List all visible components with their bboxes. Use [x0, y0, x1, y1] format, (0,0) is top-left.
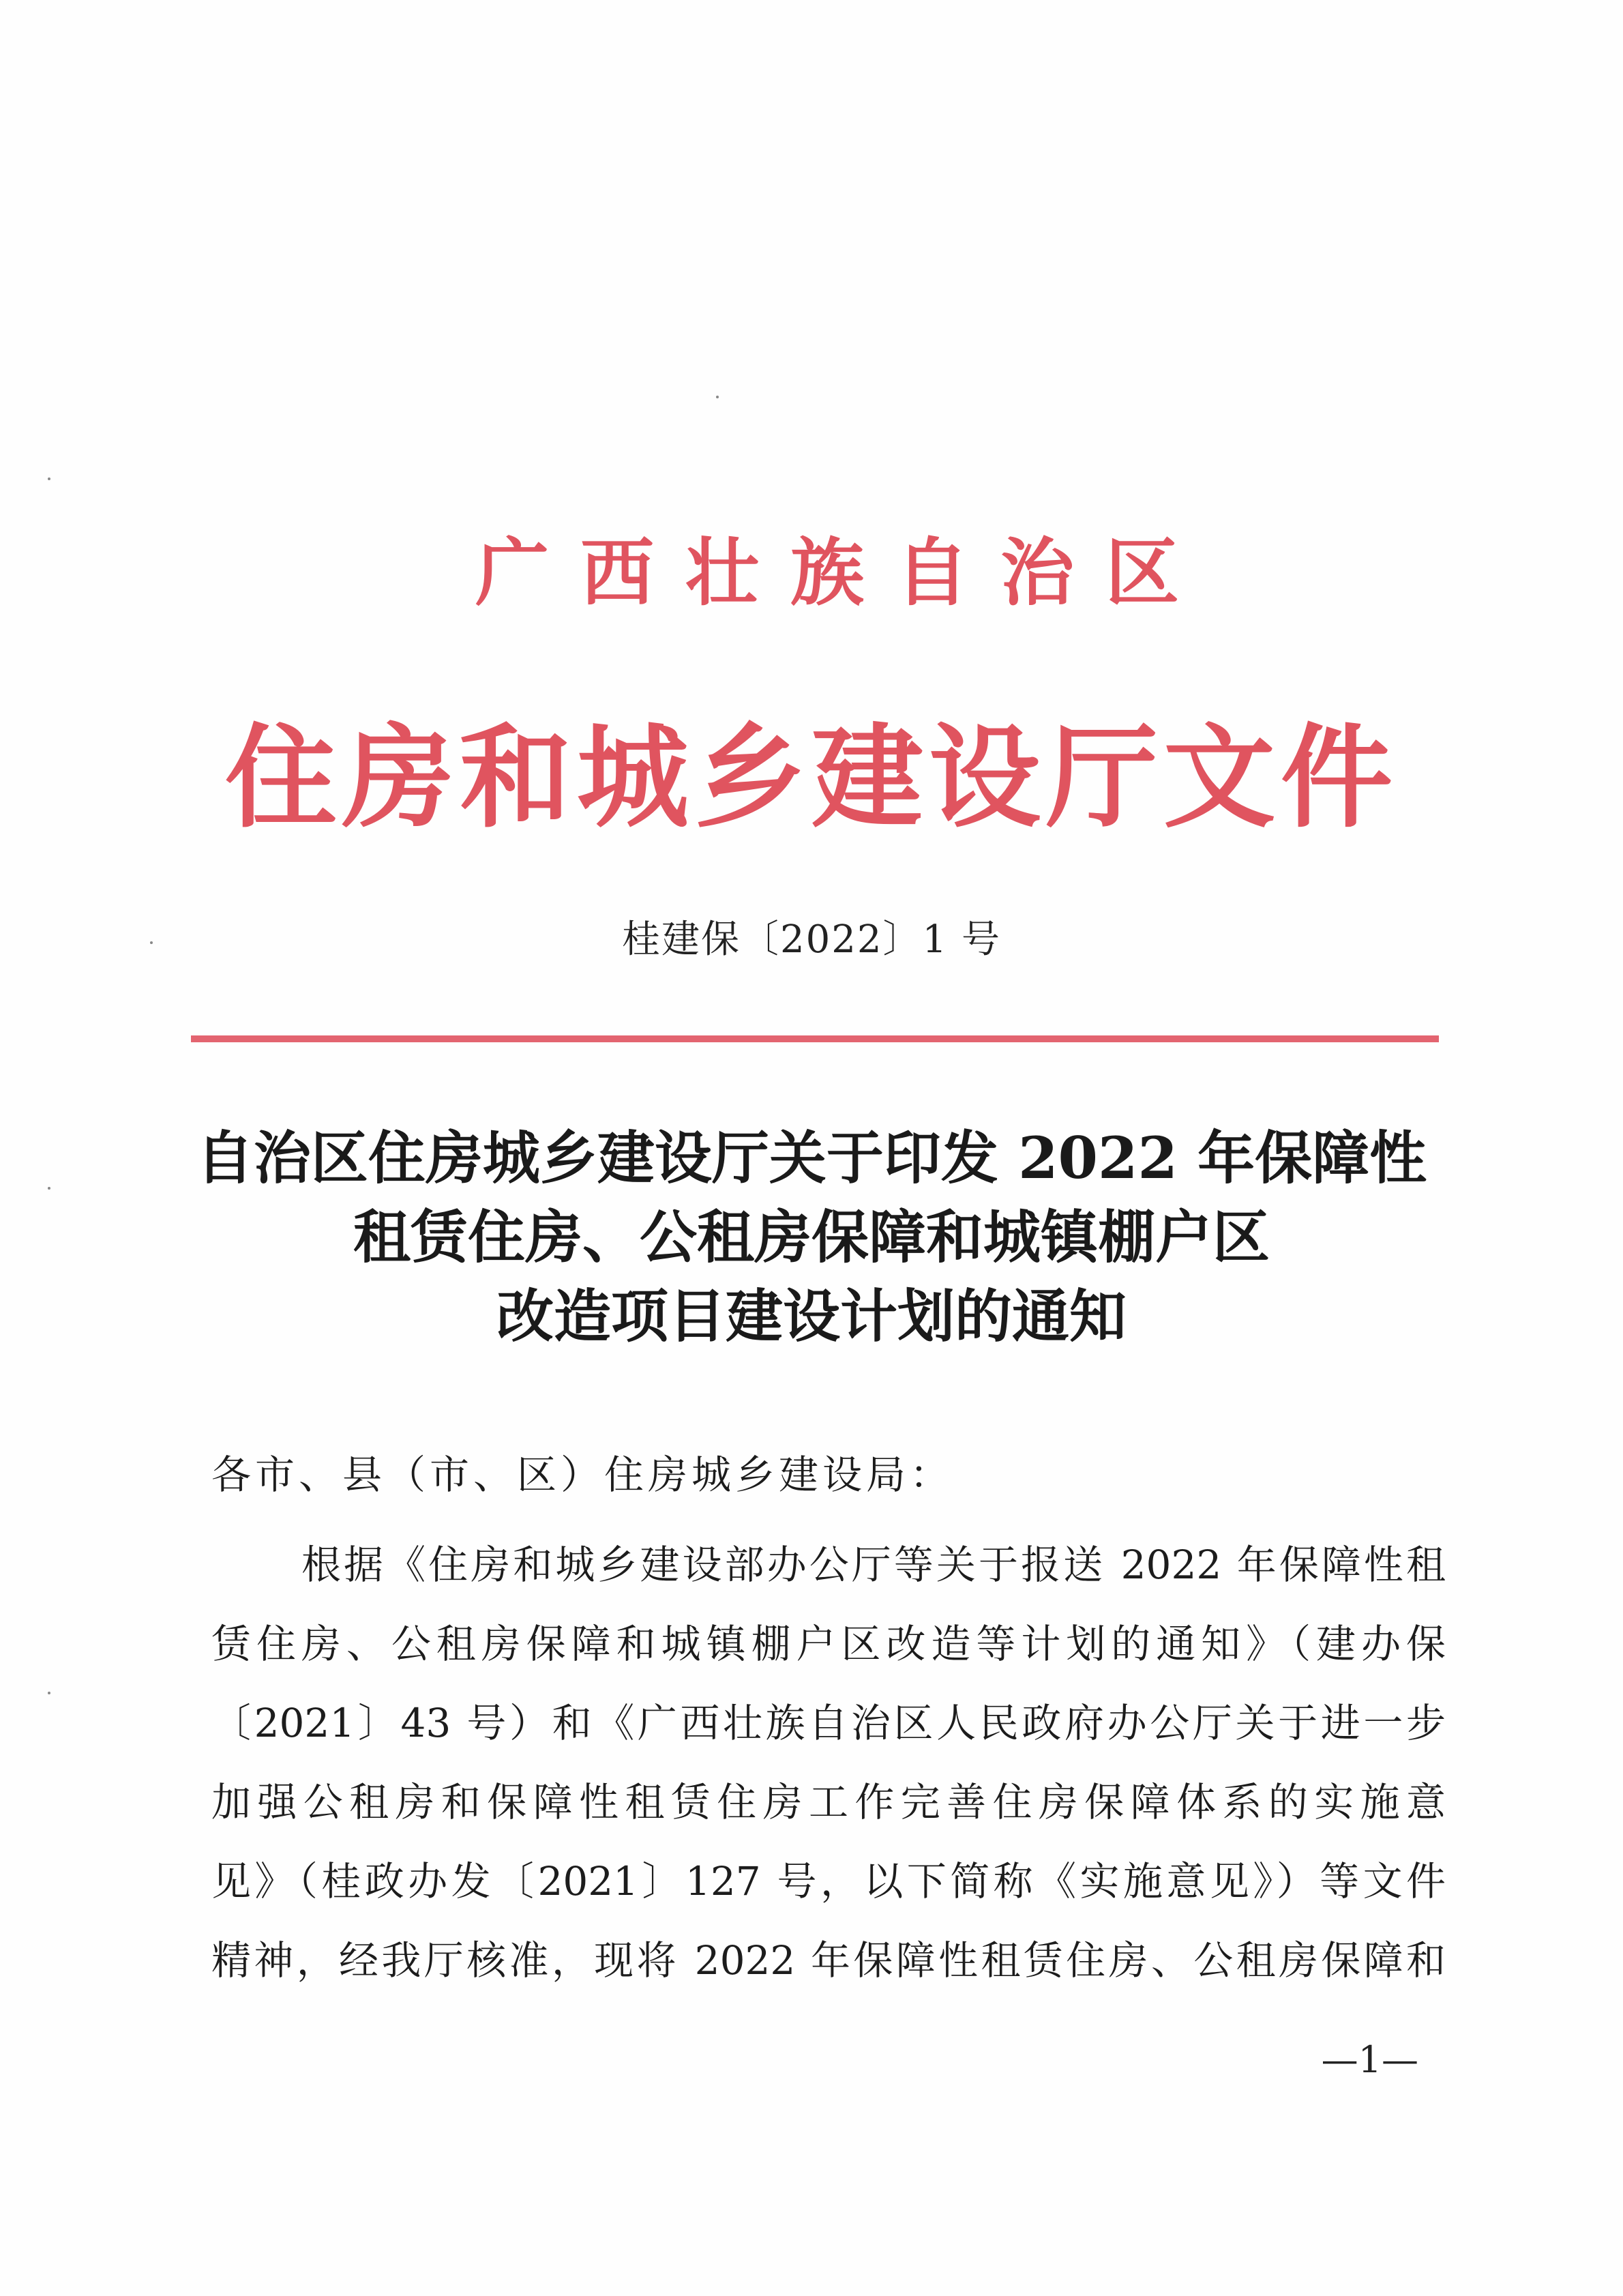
addressee-line: 各市、县（市、区）住房城乡建设局： [211, 1452, 954, 1498]
red-separator-line [191, 1035, 1439, 1042]
body-line: 赁住房、公租房保障和城镇棚户区改造等计划的通知》（建办保 [211, 1621, 1446, 1667]
page-number: —1— [1321, 2038, 1418, 2081]
body-line: 见》（桂政办发〔2021〕127 号，以下简称《实施意见》）等文件 [211, 1858, 1446, 1904]
title-line: 租赁住房、公租房保障和城镇棚户区 [353, 1203, 1270, 1271]
scan-speck [48, 1692, 50, 1694]
title-line: 自治区住房城乡建设厅关于印发 2022 年保障性 [196, 1124, 1427, 1192]
department-title-heading: 住房和城乡建设厅文件 [224, 711, 1398, 843]
title-line: 改造项目建设计划的通知 [496, 1282, 1127, 1350]
region-name-heading: 广西壮族自治区 [475, 530, 1210, 616]
scan-speck [48, 1187, 50, 1190]
document-number: 桂建保〔2022〕1 号 [622, 917, 1001, 962]
body-line: 加强公租房和保障性租赁住房工作完善住房保障体系的实施意 [211, 1779, 1446, 1825]
notice-title [170, 1119, 1453, 1356]
body-line: 〔2021〕43 号）和《广西壮族自治区人民政府办公厅关于进一步 [211, 1700, 1446, 1746]
scan-speck [48, 477, 50, 480]
body-line: 根据《住房和城乡建设部办公厅等关于报送 2022 年保障性租 [301, 1542, 1446, 1588]
body-line: 精神，经我厅核准，现将 2022 年保障性租赁住房、公租房保障和 [211, 1937, 1446, 1984]
scan-speck [716, 396, 719, 398]
body-paragraph [211, 1525, 1446, 2000]
